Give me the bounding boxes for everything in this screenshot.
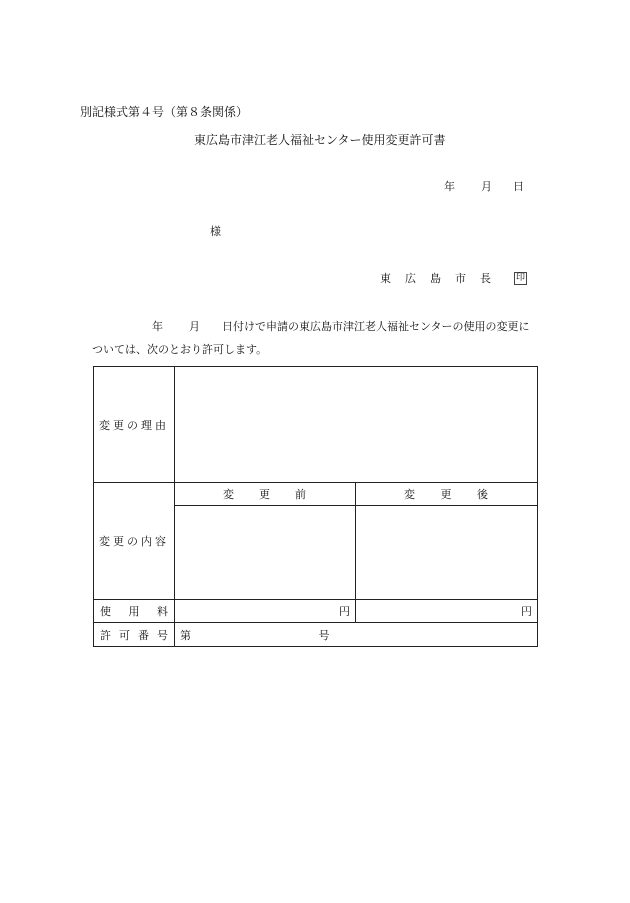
permit-label-char: 許 [100,628,111,642]
date-day: 日 [513,180,524,193]
permit-label-char: 番 [138,628,149,642]
date-year: 年 [444,180,455,193]
fee-after-unit: 円 [521,605,532,618]
body-year: 年 [152,320,163,333]
before-header [175,483,356,506]
permit-prefix: 第 [180,628,191,642]
addressee-honorific: 様 [210,225,221,238]
change-details-table [93,366,538,647]
issuer-char: 島 [430,272,441,285]
body-month: 月 [189,320,200,333]
before-header-char: 前 [295,488,307,501]
permit-suffix: 号 [318,628,330,642]
date-month: 月 [481,180,492,193]
permit-number-field[interactable] [175,623,538,647]
after-header-char: 変 [404,488,416,501]
before-field[interactable] [175,506,356,600]
before-header-char: 変 [223,488,235,501]
form-number: 別記様式第４号（第８条関係） [80,105,249,119]
fee-after-field[interactable] [356,600,538,623]
body-line2: ついては、次のとおり許可します。 [92,343,268,356]
after-header [356,483,538,506]
permit-label-char: 号 [157,628,168,642]
fee-before-field[interactable] [175,600,356,623]
reason-field[interactable] [175,367,538,483]
issuer-char: 東 [380,272,391,285]
seal-mark: 印 [516,273,526,283]
after-header-char: 後 [477,488,489,501]
before-header-char: 更 [259,488,271,501]
body-line1: 日付けで申請の東広島市津江老人福祉センターの使用の変更に [222,320,530,333]
permit-label [94,623,175,647]
permit-label-char: 可 [119,628,130,642]
content-label: 変更の内容 [94,483,175,600]
page-title: 東広島市津江老人福祉センター使用変更許可書 [194,133,446,147]
fee-label-char: 用 [128,605,140,618]
after-header-char: 更 [440,488,453,501]
after-field[interactable] [356,506,538,600]
fee-label [94,600,175,623]
fee-before-unit: 円 [339,605,350,618]
reason-label: 変更の理由 [94,367,175,483]
issuer-char: 市 [455,272,466,285]
fee-label-char: 使 [100,605,111,618]
issuer-char: 広 [405,272,416,285]
issuer-char: 長 [480,272,491,285]
fee-label-char: 料 [157,605,168,618]
